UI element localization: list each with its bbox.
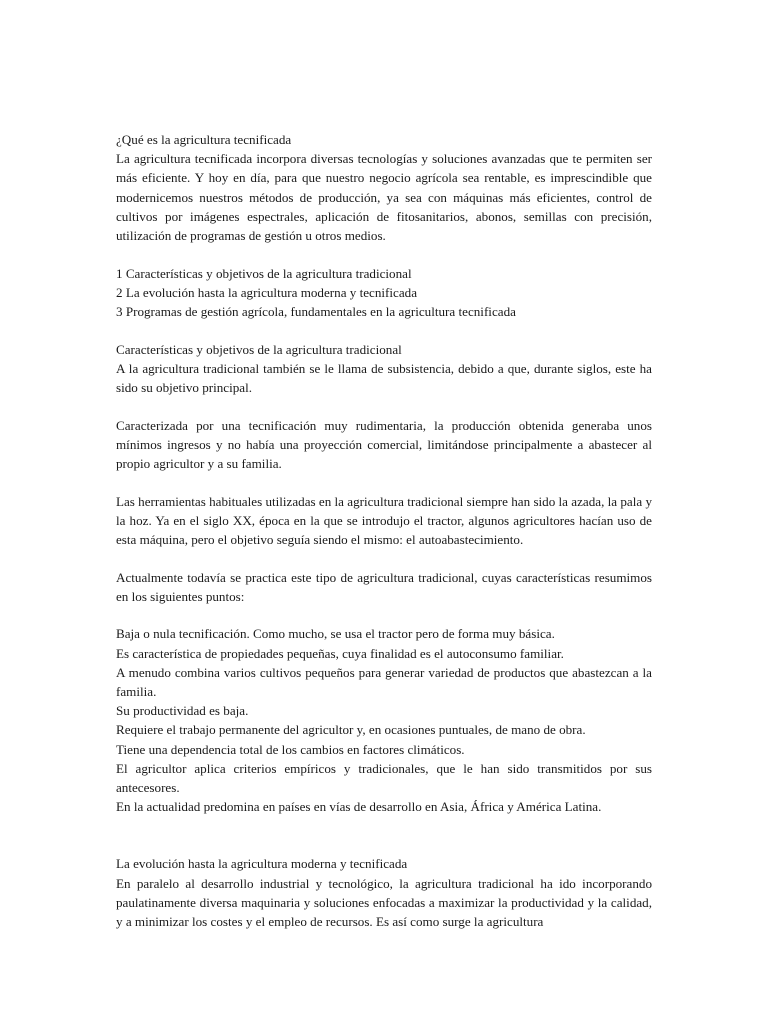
section-heading: Características y objetivos de la agricultura tradicional	[116, 341, 402, 357]
list-item: Requiere el trabajo permanente del agricultor y, en ocasiones puntuales, de mano de obra.	[116, 722, 586, 738]
paragraph: Actualmente todavía se practica este tipo de agricultura tradicional, cuyas características resumimos en los siguientes puntos:	[116, 569, 652, 604]
list-item: Es característica de propiedades pequeñas, cuya finalidad es el autoconsumo familiar.	[116, 645, 564, 661]
list-item: Baja o nula tecnificación. Como mucho, se usa el tractor pero de forma muy básica.	[116, 626, 555, 642]
document-page	[116, 130, 652, 931]
list-item: En la actualidad predomina en países en vías de desarrollo en Asia, África y América Latina.	[116, 799, 602, 815]
spacer	[116, 321, 652, 339]
spacer	[116, 606, 652, 624]
spacer	[116, 549, 652, 567]
toc-item: 3 Programas de gestión agrícola, fundamentales en la agricultura tecnificada	[116, 304, 516, 320]
characteristics-list	[116, 624, 652, 816]
spacer	[116, 816, 652, 854]
spacer	[116, 473, 652, 491]
intro-paragraph: La agricultura tecnificada incorpora diversas tecnologías y soluciones avanzadas que te permiten ser más eficiente. Y hoy en día, para que nuestro negocio agrícola sea rentable, es imprescindible que modernicemos nuestros métodos de producción, ya sea con máquinas más eficientes, control de cultivos por imágenes espectrales, aplicación de fitosanitarios, abonos, semillas con precisión, utilización de programas de gestión u otros medios.	[116, 151, 652, 244]
spacer	[116, 397, 652, 415]
toc-item: 2 La evolución hasta la agricultura moderna y tecnificada	[116, 284, 418, 300]
paragraph: En paralelo al desarrollo industrial y tecnológico, la agricultura tradicional ha ido incorporando paulatinamente diversa maquinaria y soluciones enfocadas a maximizar la productividad y la calidad, y a minimizar los costes y el empleo de recursos. Es así como surge la agricultura	[116, 875, 652, 930]
paragraph: Caracterizada por una tecnificación muy rudimentaria, la producción obtenida generaba unos mínimos ingresos y no había una proyección comercial, limitándose principalmente a abastecer al propio agricultor y a su familia.	[116, 417, 652, 472]
table-of-contents	[116, 264, 652, 322]
spacer	[116, 245, 652, 263]
paragraph: Las herramientas habituales utilizadas en la agricultura tradicional siempre han sido la azada, la pala y la hoz. Ya en el siglo XX, época en la que se introdujo el tractor, algunos agricultores hacían uso de esta máquina, pero el objetivo seguía siendo el mismo: el autoabastecimiento.	[116, 493, 652, 548]
paragraph: A la agricultura tradicional también se le llama de subsistencia, debido a que, durante siglos, este ha sido su objetivo principal.	[116, 360, 652, 396]
list-item: A menudo combina varios cultivos pequeños para generar variedad de productos que abastezcan a la familia.	[116, 664, 652, 700]
list-item: Su productividad es baja.	[116, 703, 249, 719]
list-item: El agricultor aplica criterios empíricos y tradicionales, que le han sido transmitidos por sus antecesores.	[116, 760, 652, 796]
list-item: Tiene una dependencia total de los cambios en factores climáticos.	[116, 741, 465, 757]
toc-item: 1 Características y objetivos de la agricultura tradicional	[116, 265, 412, 281]
page-title: ¿Qué es la agricultura tecnificada	[116, 132, 292, 147]
section-heading: La evolución hasta la agricultura moderna y tecnificada	[116, 856, 408, 872]
